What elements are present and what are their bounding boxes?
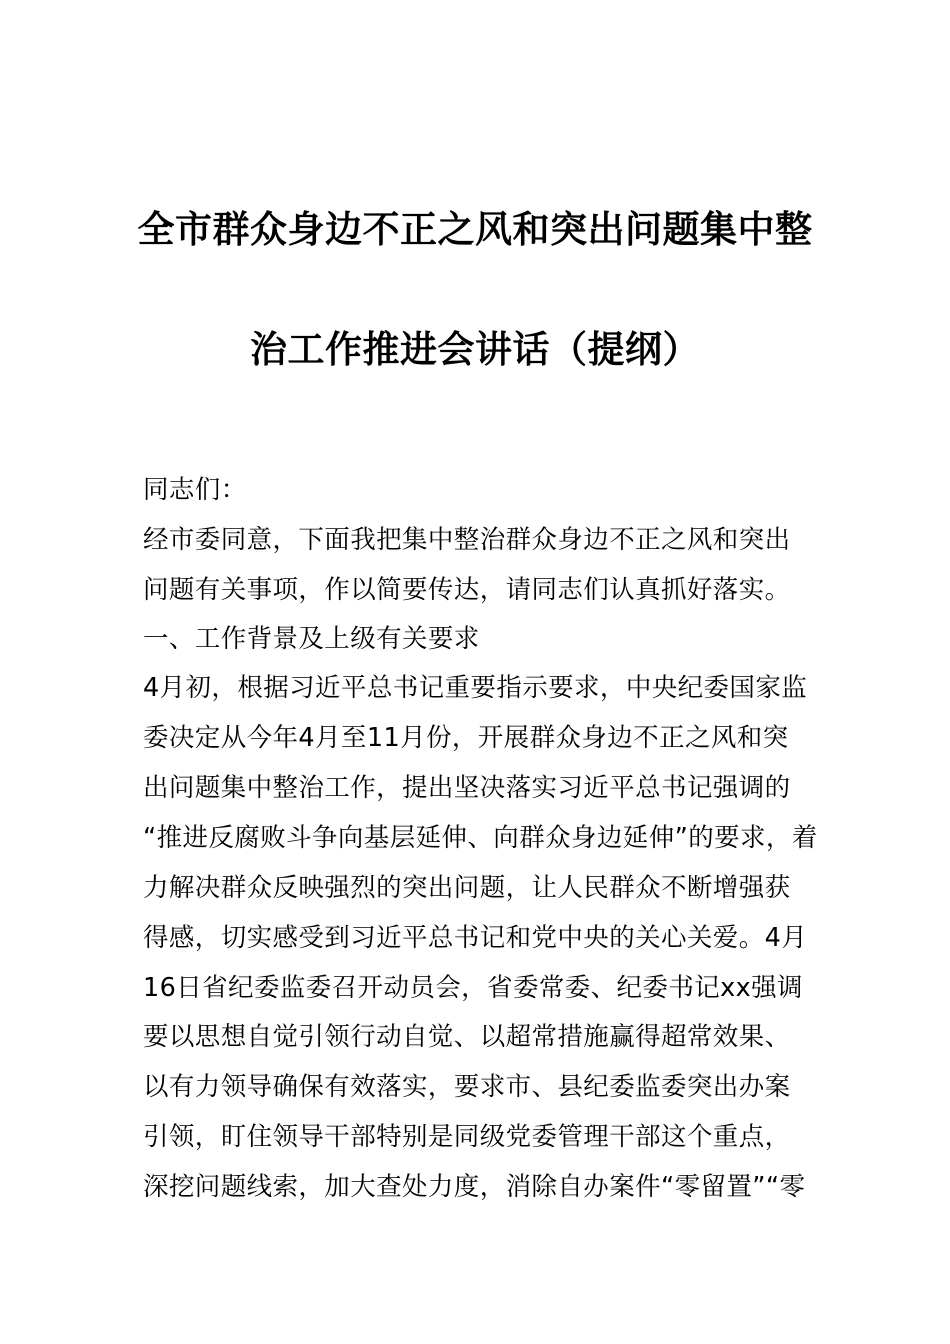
body-line: 问题有关事项，作以简要传达，请同志们认真抓好落实。 <box>143 575 791 605</box>
body-line: 引领，盯住领导干部特别是同级党委管理干部这个重点， <box>143 1122 791 1152</box>
body-line: 得感，切实感受到习近平总书记和党中央的关心关爱。4月 <box>143 923 808 953</box>
body-line: 4月初，根据习近平总书记重要指示要求，中央纪委国家监 <box>143 673 808 703</box>
body-line: 委决定从今年4月至11月份，开展群众身边不正之风和突 <box>143 723 789 753</box>
body-line: 出问题集中整治工作，提出坚决落实习近平总书记强调的 <box>143 773 791 803</box>
document-title-line-1: 全市群众身边不正之风和突出问题集中整 <box>137 208 813 251</box>
document-title-line-2: 治工作推进会讲话（提纲） <box>250 328 700 371</box>
body-line: 力解决群众反映强烈的突出问题，让人民群众不断增强获 <box>143 873 791 903</box>
body-line: 经市委同意，下面我把集中整治群众身边不正之风和突出 <box>143 525 791 555</box>
salutation: 同志们： <box>143 475 247 505</box>
section-heading: 一、工作背景及上级有关要求 <box>143 624 480 654</box>
body-line: 以有力领导确保有效落实，要求市、县纪委监委突出办案 <box>143 1072 791 1102</box>
body-line: 16日省纪委监委召开动员会，省委常委、纪委书记xx强调 <box>143 973 803 1003</box>
body-line: 深挖问题线索，加大查处力度，消除自办案件“零留置”“零 <box>143 1172 806 1202</box>
body-line: 要以思想自觉引领行动自觉、以超常措施赢得超常效果、 <box>143 1022 791 1052</box>
body-line: “推进反腐败斗争向基层延伸、向群众身边延伸”的要求，着 <box>143 823 818 853</box>
